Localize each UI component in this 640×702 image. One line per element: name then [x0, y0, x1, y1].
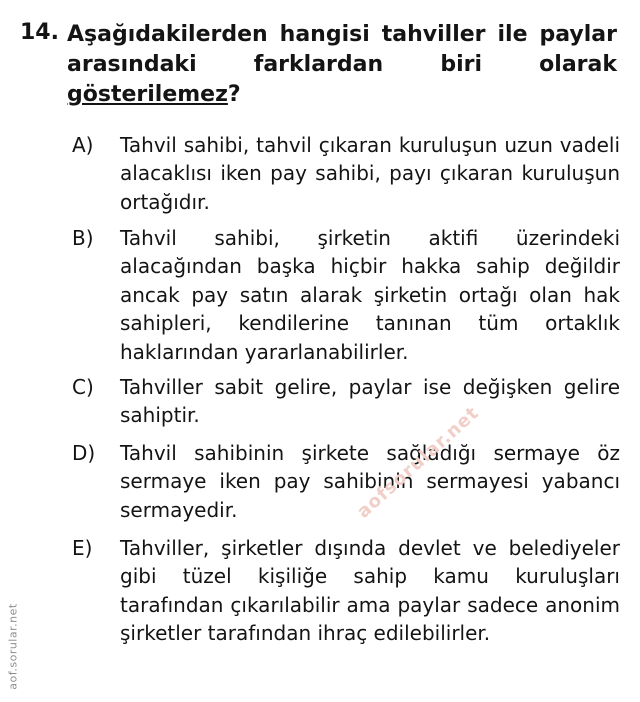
question-text: [67, 20, 617, 110]
option-text: Tahviller sabit gelire, paylar ise değişken gelire sahiptir.: [120, 375, 620, 428]
question-number: 14.: [20, 20, 59, 45]
option-letter: C): [72, 375, 94, 399]
question-text-main: Aşağıdakilerden hangisi tahviller ile paylar arasındaki farklardan biri olarak: [67, 22, 617, 77]
option-text: Tahvil sahibi, şirketin aktifi üzerindeki alacağından başka hiçbir hakka sahip değildir ancak pay satın alarak şirketin ortağı olan hak sahipleri, kendilerine tanınan tüm ortaklık haklarından yararlanabilirler.: [120, 226, 620, 364]
option-text: Tahvil sahibinin şirkete sağladığı sermaye öz sermaye iken pay sahibinin sermayesi yabancı sermayedir.: [120, 441, 620, 522]
option-e[interactable]: [72, 534, 620, 648]
option-letter: E): [72, 536, 93, 560]
option-text: Tahviller, şirketler dışında devlet ve belediyeler gibi tüzel kişiliğe sahip kamu kuruluşları tarafından çıkarılabilir ama paylar sadece anonim şirketler tarafından ihraç edilebilirler.: [120, 536, 620, 646]
question-text-end: ?: [227, 82, 241, 107]
option-d[interactable]: [72, 439, 620, 524]
option-c[interactable]: [72, 373, 620, 430]
option-letter: A): [72, 133, 94, 157]
option-text: Tahvil sahibi, tahvil çıkaran kuruluşun uzun vadeli alacaklısı iken pay sahibi, payı çıkaran kuruluşun ortağıdır.: [120, 133, 620, 214]
diagonal-watermark: aofsorular.net: [353, 402, 484, 523]
option-a[interactable]: [72, 131, 620, 216]
question-emphasis: gösterilemez: [67, 82, 228, 107]
option-letter: D): [72, 441, 96, 465]
side-watermark: aof.sorular.net: [6, 603, 20, 690]
option-b[interactable]: [72, 224, 620, 366]
option-letter: B): [72, 226, 94, 250]
